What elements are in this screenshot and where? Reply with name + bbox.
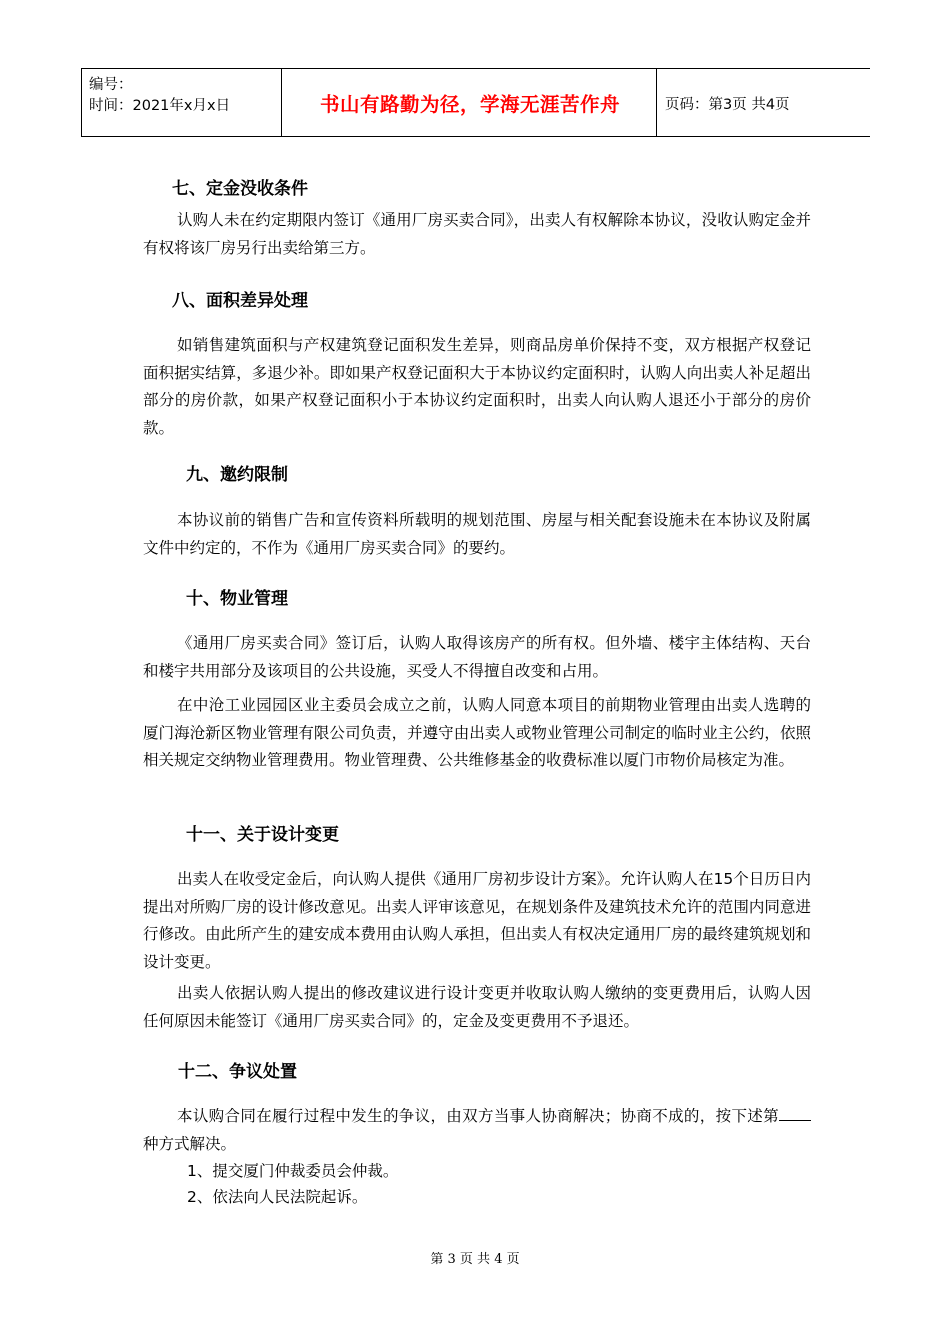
option-item-1: 1、提交厦门仲裁委员会仲裁。 [187, 1162, 399, 1180]
page-footer: 第 3 页 共 4 页 [430, 1252, 520, 1267]
page-header [81, 68, 870, 137]
choice-suffix: 种方式解决。 [143, 1134, 237, 1153]
section-heading-8: 八、面积差异处理 [172, 291, 308, 311]
section-heading-7: 七、定金没收条件 [172, 179, 308, 199]
section-11-paragraph-2: 出卖人依据认购人提出的修改建议进行设计变更并收取认购人缴纳的变更费用后，认购人因任何原因未能签订《通用厂房买卖合同》的，定金及变更费用不予退还。 [143, 984, 811, 1030]
document-date: 时间：2021年x月x日 [89, 98, 231, 114]
section-9-paragraph: 本协议前的销售广告和宣传资料所载明的规划范围、房屋与相关配套设施未在本协议及附属文件中约定的，不作为《通用厂房买卖合同》的要约。 [143, 511, 811, 557]
choice-blank [779, 1106, 811, 1121]
option-item-2: 2、依法向人民法院起诉。 [187, 1188, 368, 1206]
section-heading-11: 十一、关于设计变更 [186, 825, 339, 845]
header-meta [89, 75, 230, 117]
section-10-paragraph-2: 在中沧工业园园区业主委员会成立之前，认购人同意本项目的前期物业管理由出卖人选聘的厦门海沧新区物业管理有限公司负责，并遵守由出卖人或物业管理公司制定的临时业主公约，依照相关规定交纳物业管理费用。物业管理费、公共维修基金的收费标准以厦门市物价局核定为准。 [143, 696, 811, 769]
header-border-left [81, 69, 82, 136]
header-page-info: 页码：第3页 共4页 [665, 97, 790, 113]
header-motto: 书山有路勤为径，学海无涯苦作舟 [319, 93, 620, 116]
section-heading-9: 九、邀约限制 [186, 465, 288, 485]
section-heading-12: 十二、争议处置 [178, 1062, 297, 1082]
section-heading-10: 十、物业管理 [186, 589, 288, 609]
section-8-paragraph: 如销售建筑面积与产权建筑登记面积发生差异，则商品房单价保持不变，双方根据产权登记面积据实结算，多退少补。即如果产权登记面积大于本协议约定面积时，认购人向出卖人补足超出部分的房价款，如果产权登记面积小于本协议约定面积时，出卖人向认购人退还小于部分的房价款。 [143, 336, 811, 437]
header-divider-2 [656, 69, 657, 136]
header-divider-1 [281, 69, 282, 136]
section-12-paragraph-text: 本认购合同在履行过程中发生的争议，由双方当事人协商解决；协商不成的，按下述 [177, 1107, 764, 1125]
section-7-paragraph: 认购人未在约定期限内签订《通用厂房买卖合同》，出卖人有权解除本协议，没收认购定金并有权将该厂房另行出卖给第三方。 [143, 211, 811, 257]
section-11-paragraph-1: 出卖人在收受定金后，向认购人提供《通用厂房初步设计方案》。允许认购人在15个日历日内提出对所购厂房的设计修改意见。出卖人评审该意见，在规划条件及建筑技术允许的范围内同意进行修改。由此所产生的建安成本费用由认购人承担，但出卖人有权决定通用厂房的最终建筑规划和设计变更。 [143, 870, 811, 971]
choice-prefix: 第 [763, 1107, 779, 1125]
section-12-paragraph [143, 1103, 811, 1158]
section-10-paragraph-1: 《通用厂房买卖合同》签订后，认购人取得该房产的所有权。但外墙、楼宇主体结构、天台和楼宇共用部分及该项目的公共设施，买受人不得擅自改变和占用。 [143, 634, 811, 680]
document-number-label: 编号： [89, 77, 133, 93]
